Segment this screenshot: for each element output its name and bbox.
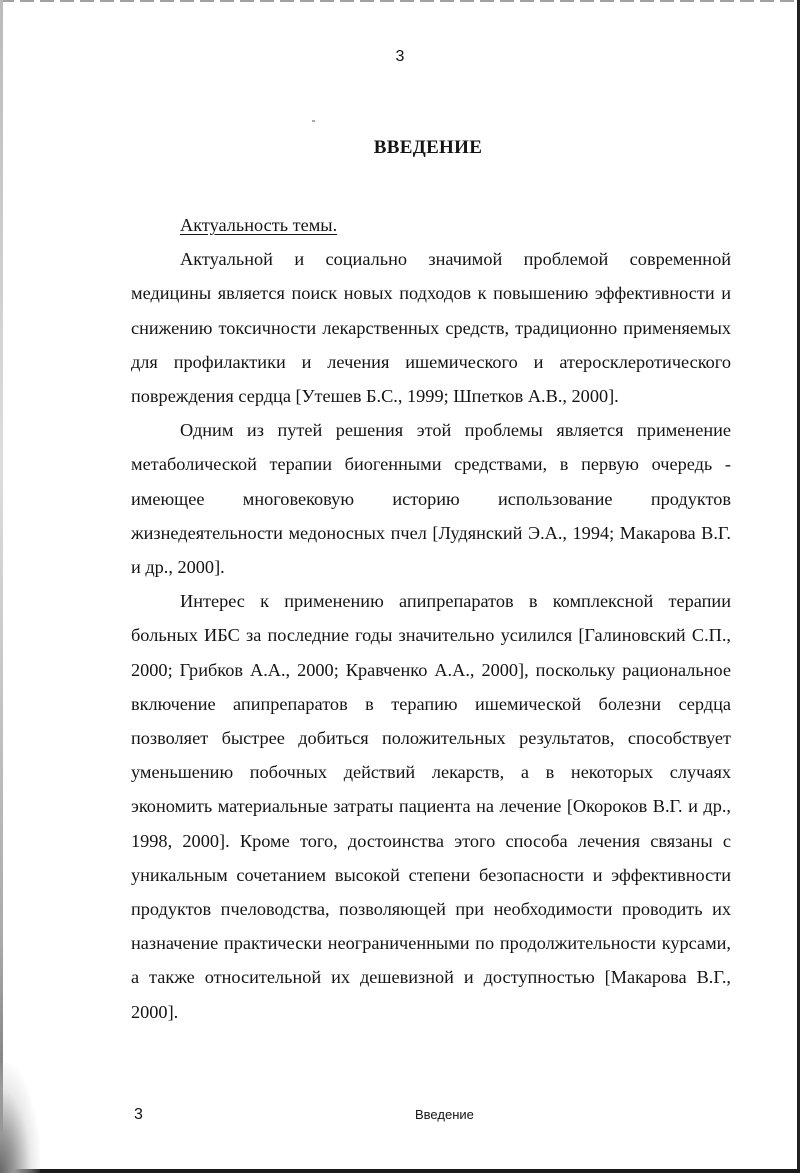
page-number-top: 3 [395, 48, 405, 65]
footer-section-label: Введение [415, 1107, 474, 1122]
paragraph-1: Актуальной и социально значимой проблемой современной медицины является поиск новых подходов к повышению эффективности и снижению токсичности лекарственных средств, традиционно применяемых для профилактики и лечения ишемического и атеросклеротического повреждения сердца [Утешев Б.С., 1999; Шпетков А.В., 2000]. [131, 249, 731, 407]
scan-speck [312, 120, 315, 122]
scan-edge-bottom [0, 1169, 800, 1173]
paragraph-2: Одним из путей решения этой проблемы является применение метаболической терапии биогенными средствами, в первую очередь - имеющее многовековую историю использование продуктов жизнедеятельности медоносных пчел [Лудянский Э.А., 1994; Макарова В.Г. и др., 2000]. [131, 420, 731, 578]
paragraph-3: Интерес к применению апипрепаратов в комплексной терапии больных ИБС за последние годы значительно усилился [Галиновский С.П., 2000; Грибков А.А., 2000; Кравченко А.А., 2000], поскольку рациональное включение апипрепаратов в терапию ишемической болезни сердца позволяет быстрее добиться положительных результатов, способствует уменьшению побочных действий лекарств, а в некоторых случаях экономить материальные затраты пациента на лечение [Окороков В.Г. и др., 1998, 2000]. Кроме того, достоинства этого способа лечения связаны с уникальным сочетанием высокой степени безопасности и эффективности продуктов пчеловодства, позволяющей при необходимости проводить их назначение практически неограниченными по продолжительности курсами, а также относительной их дешевизной и доступностью [Макарова В.Г., 2000]. [131, 591, 731, 1022]
page-title: ВВЕДЕНИЕ [373, 137, 483, 158]
subheading-text: Актуальность темы. [180, 215, 338, 235]
section-subheading [131, 208, 731, 242]
scan-edge-top [0, 0, 800, 2]
footer-page-number: 3 [134, 1106, 143, 1123]
scan-shadow-corner [0, 1063, 40, 1173]
scan-edge-left [0, 0, 3, 1173]
body-text [131, 208, 731, 1029]
